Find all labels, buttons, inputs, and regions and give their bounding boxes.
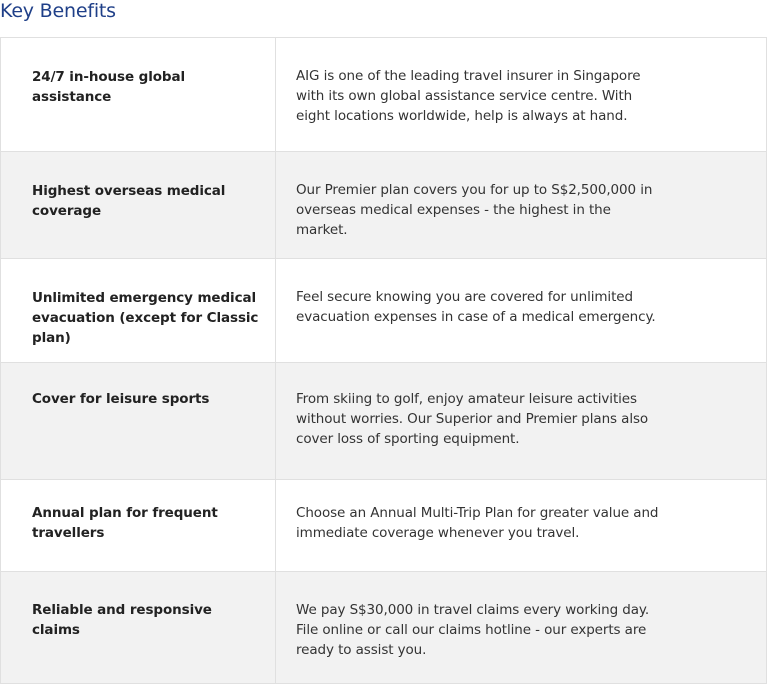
benefit-label: Reliable and responsive claims <box>1 572 276 683</box>
section-title: Key Benefits <box>0 0 116 22</box>
benefit-description: From skiing to golf, enjoy amateur leisure activities without worries. Our Superior and Premier plans also cover loss of sporting equipment. <box>296 391 649 447</box>
benefit-label: Cover for leisure sports <box>1 363 276 479</box>
table-row <box>1 38 766 152</box>
benefit-label: Highest overseas medical coverage <box>1 152 276 258</box>
benefit-description: AIG is one of the leading travel insurer in Singapore with its own global assistance service centre. With eight locations worldwide, help is always at hand. <box>296 68 641 124</box>
table-row <box>1 572 766 683</box>
table-row <box>1 259 766 363</box>
table-row <box>1 363 766 480</box>
benefit-label: 24/7 in-house global assistance <box>1 38 276 151</box>
benefit-description: Choose an Annual Multi-Trip Plan for greater value and immediate coverage whenever you travel. <box>296 505 659 541</box>
benefit-description: Our Premier plan covers you for up to S$2,500,000 in overseas medical expenses - the highest in the market. <box>296 182 653 238</box>
benefit-description: Feel secure knowing you are covered for unlimited evacuation expenses in case of a medical emergency. <box>296 289 656 325</box>
benefits-table <box>0 37 767 684</box>
table-row <box>1 152 766 259</box>
table-row <box>1 480 766 572</box>
benefit-description: We pay S$30,000 in travel claims every working day. File online or call our claims hotline - our experts are ready to assist you. <box>296 602 650 658</box>
benefit-label: Annual plan for frequent travellers <box>1 480 276 571</box>
benefit-label: Unlimited emergency medical evacuation (except for Classic plan) <box>1 259 276 362</box>
